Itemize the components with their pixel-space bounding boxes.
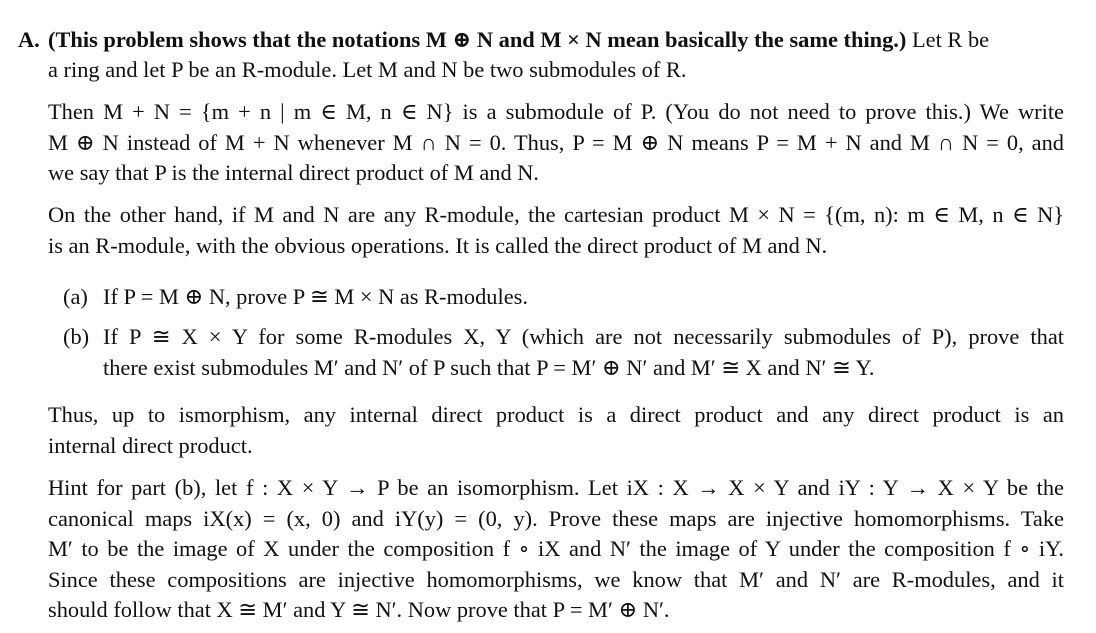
text-line: Since these compositions are injective homomorphisms, we know that M′ and N′ are R-modules, and it — [48, 566, 1064, 592]
problem-intro-line: a ring and let P be an R-module. Let M and N be two submodules of R. — [48, 57, 687, 82]
problem-title: (This problem shows that the notations M ⊕ N and M × N mean basically the same thing.) — [48, 27, 907, 52]
paragraph-cartesian-product — [48, 200, 1064, 261]
part-b-label: (b) — [63, 324, 90, 349]
text-line: we say that P is the internal direct product of M and N. — [48, 160, 540, 185]
text-line: Thus, up to ismorphism, any internal direct product is a direct product and any direct product is an — [48, 402, 1064, 427]
text-line: is an R-module, with the obvious operations. It is called the direct product of M and N. — [48, 232, 828, 258]
text-line: there exist submodules M′ and N′ of P such that P = M′ ⊕ N′ and M′ ≅ X and N′ ≅ Y. — [103, 354, 875, 380]
text-line: M′ to be the image of X under the composition f ∘ iX and N′ the image of Y under the composition f ∘ iY. — [48, 536, 1064, 561]
text-line: M ⊕ N instead of M + N whenever M ∩ N = 0. Thus, P = M ⊕ N means P = M + N and M ∩ N = 0, and — [48, 129, 1064, 155]
text-line: On the other hand, if M and N are any R-module, the cartesian product M × N = {(m, n): m ∈ M, n ∈ N} — [48, 202, 1064, 227]
problem-header — [48, 25, 989, 56]
text-line: should follow that X ≅ M′ and Y ≅ N′. Now prove that P = M′ ⊕ N′. — [48, 597, 670, 622]
paragraph-conclusion — [48, 400, 1064, 461]
text-line: internal direct product. — [48, 432, 253, 458]
problem-label: A. — [18, 27, 40, 52]
paragraph-hint — [48, 473, 1064, 626]
text-line: Hint for part (b), let f : X × Y → P be an isomorphism. Let iX : X → X × Y and iY : Y → X × Y be the — [48, 475, 1064, 500]
problem-intro-line: Let R be — [911, 27, 990, 52]
text-line: Then M + N = {m + n | m ∈ M, n ∈ N} is a submodule of P. (You do not need to prove this.) We write — [48, 99, 1064, 124]
part-b-text — [103, 322, 1064, 383]
text-line: If P ≅ X × Y for some R-modules X, Y (which are not necessarily submodules of P), prove that — [103, 324, 1064, 349]
part-a-label: (a) — [63, 284, 88, 309]
problem-intro-continuation — [48, 55, 686, 86]
text-line: If P = M ⊕ N, prove P ≅ M × N as R-modules. — [103, 284, 528, 309]
part-a-text — [103, 282, 528, 313]
text-line: canonical maps iX(x) = (x, 0) and iY(y) = (0, y). Prove these maps are injective homomorphisms. Take — [48, 505, 1064, 531]
paragraph-internal-sum — [48, 97, 1064, 189]
